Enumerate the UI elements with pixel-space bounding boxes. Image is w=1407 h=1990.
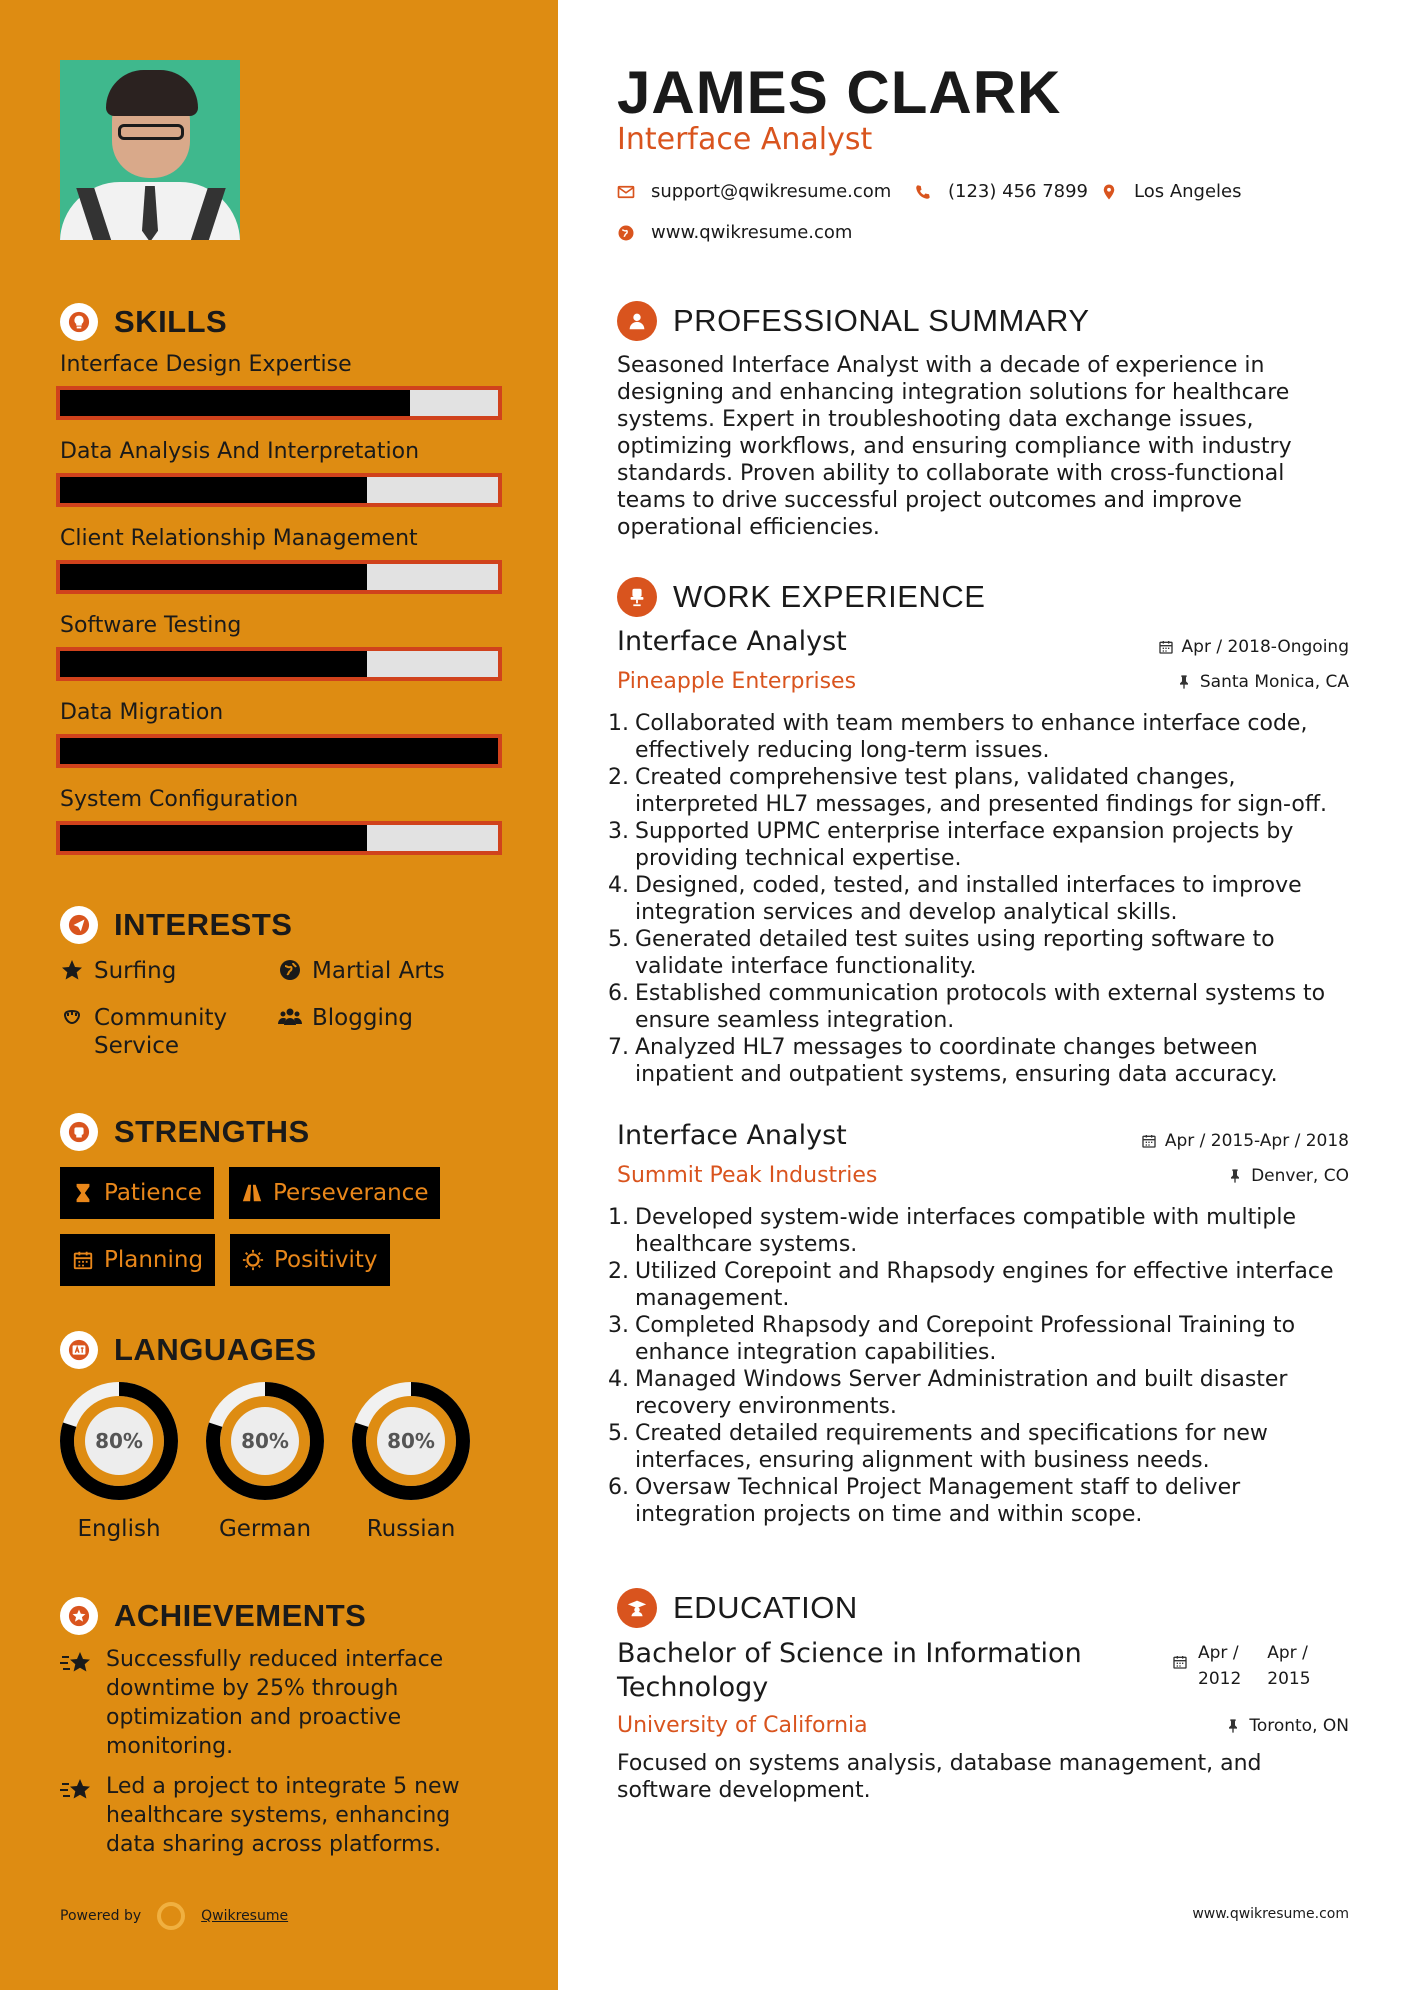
education-end-month: Apr / <box>1267 1643 1308 1663</box>
language-percent: 80% <box>95 1429 143 1453</box>
strengths-title: STRENGTHS <box>114 1114 310 1149</box>
trophy-star-icon <box>60 1649 94 1679</box>
strength-label: Patience <box>104 1180 202 1206</box>
map-pin-icon <box>1100 183 1118 201</box>
education-location-text: Toronto, ON <box>1249 1716 1349 1736</box>
list-item: 6. Oversaw Technical Project Management staff to deliver integration projects on time and within scope. <box>608 1475 1241 1527</box>
interest-item <box>278 957 445 985</box>
list-item: 3. Supported UPMC enterprise interface expansion projects by providing technical expertise. <box>608 819 1294 871</box>
calendar-icon <box>1141 1133 1157 1149</box>
degree-title <box>617 1637 1117 1705</box>
language-ring-english <box>58 1380 180 1502</box>
education-start-month: Apr / <box>1198 1643 1239 1663</box>
email-text: support@qwikresume.com <box>651 181 892 202</box>
list-item: 5. Generated detailed test suites using reporting software to validate interface functionality. <box>608 927 1275 979</box>
road-icon <box>241 1182 263 1204</box>
job-location <box>1227 1166 1349 1186</box>
job-company: Pineapple Enterprises <box>617 669 857 694</box>
summary-text: Seasoned Interface Analyst with a decade of experience in designing and enhancing integration solutions for healthcare systems. Expert in troubleshooting data exchange issues, optimizing workflows, and ensuring compliance with industry standards. Proven ability to collaborate with cross-functional teams to drive successful project outcomes and improve operational efficiencies. <box>617 353 1292 540</box>
skill-bar <box>56 821 502 855</box>
job-dates <box>1141 1131 1349 1151</box>
interest-label: Martial Arts <box>312 958 445 984</box>
education-dates <box>1172 1640 1311 1692</box>
skills-title: SKILLS <box>114 304 228 339</box>
skill-label: Data Analysis And Interpretation <box>60 439 420 464</box>
education-title: EDUCATION <box>673 1590 858 1625</box>
skill-label: Software Testing <box>60 613 242 638</box>
strengths-heading <box>60 1113 310 1151</box>
fist-icon <box>60 1113 98 1151</box>
pushpin-icon <box>1227 1168 1243 1184</box>
achievements-heading <box>60 1597 366 1635</box>
office-chair-icon <box>617 577 657 617</box>
achievement-text: Led a project to integrate 5 new healthcare systems, enhancing data sharing across platforms. <box>106 1774 460 1857</box>
strength-label: Planning <box>104 1247 204 1273</box>
qwikresume-logo-icon <box>157 1902 185 1930</box>
phone-text: (123) 456 7899 <box>948 181 1089 202</box>
list-item: 6. Established communication protocols with external systems to ensure seamless integration. <box>608 981 1326 1033</box>
website-text: www.qwikresume.com <box>651 222 853 243</box>
interests-title: INTERESTS <box>114 907 293 942</box>
job-location <box>1176 672 1349 692</box>
sun-icon <box>242 1249 264 1271</box>
interests-heading <box>60 906 292 944</box>
skill-bar <box>56 473 502 507</box>
language-name: English <box>77 1516 161 1542</box>
skill-label: Interface Design Expertise <box>60 352 352 377</box>
interest-item <box>60 1004 250 1060</box>
education-end-year: 2015 <box>1267 1669 1311 1689</box>
job-bullets <box>607 1204 1347 1528</box>
job-company: Summit Peak Industries <box>617 1163 878 1188</box>
envelope-icon <box>617 183 635 201</box>
summary-heading <box>617 301 1090 341</box>
star-icon <box>60 958 84 982</box>
education-start-year: 2012 <box>1198 1669 1242 1689</box>
powered-by-label: Powered by <box>60 1908 142 1924</box>
globe-icon <box>617 224 635 242</box>
language-name: Russian <box>366 1516 456 1542</box>
skill-bar <box>56 734 502 768</box>
calendar-icon <box>1158 639 1174 655</box>
list-item: 1. Developed system-wide interfaces compatible with multiple healthcare systems. <box>608 1205 1296 1257</box>
strength-badge <box>229 1167 440 1219</box>
calendar-icon <box>72 1249 94 1271</box>
interest-label: Blogging <box>312 1005 414 1031</box>
strength-label: Positivity <box>274 1247 378 1273</box>
strength-badge <box>60 1167 214 1219</box>
star-badge-icon <box>60 1597 98 1635</box>
candidate-title: Interface Analyst <box>617 122 873 157</box>
achievements-title: ACHIEVEMENTS <box>114 1598 367 1633</box>
skill-bar <box>56 647 502 681</box>
paper-plane-icon <box>60 906 98 944</box>
contact-phone[interactable] <box>914 181 1088 202</box>
list-item: 2. Utilized Corepoint and Rhapsody engines for effective interface management. <box>608 1259 1334 1311</box>
school-name: University of California <box>617 1713 868 1738</box>
list-item: 5. Created detailed requirements and specifications for new interfaces, ensuring alignment with business needs. <box>608 1421 1268 1473</box>
list-item: 7. Analyzed HL7 messages to coordinate changes between inpatient and outpatient systems, ensuring data accuracy. <box>608 1035 1278 1087</box>
interest-item <box>60 957 176 985</box>
language-percent: 80% <box>387 1429 435 1453</box>
contact-website[interactable] <box>617 222 852 243</box>
list-item: 1. Collaborated with team members to enhance interface code, effectively reducing long-term issues. <box>608 711 1308 763</box>
interest-label: Surfing <box>94 958 177 984</box>
list-item: 4. Managed Windows Server Administration and built disaster recovery environments. <box>608 1367 1288 1419</box>
list-item: 2. Created comprehensive test plans, validated changes, interpreted HL7 messages, and presented findings for sign-off. <box>608 765 1327 817</box>
skill-label: Data Migration <box>60 700 224 725</box>
languages-title: LANGUAGES <box>114 1332 317 1367</box>
experience-heading <box>617 577 985 617</box>
users-icon <box>278 1005 302 1029</box>
achievement-item <box>60 1645 500 1761</box>
skill-label: System Configuration <box>60 787 299 812</box>
job-bullets <box>607 710 1347 1088</box>
skill-bar <box>56 386 502 420</box>
language-ring-russian <box>350 1380 472 1502</box>
job-location-text: Denver, CO <box>1251 1166 1349 1186</box>
sidebar <box>0 0 558 1990</box>
strength-label: Perseverance <box>273 1180 429 1206</box>
lightbulb-icon <box>60 303 98 341</box>
skill-label: Client Relationship Management <box>60 526 418 551</box>
graduate-icon <box>617 1588 657 1628</box>
footer-url[interactable]: www.qwikresume.com <box>1192 1906 1349 1922</box>
list-item: 4. Designed, coded, tested, and installed interfaces to improve integration services and develop analytical skills. <box>608 873 1302 925</box>
language-percent: 80% <box>241 1429 289 1453</box>
trophy-star-icon <box>60 1776 94 1806</box>
location-text: Los Angeles <box>1134 181 1242 202</box>
interest-label: Community Service <box>94 1005 228 1059</box>
job-dates <box>1158 637 1349 657</box>
calendar-icon <box>1172 1654 1188 1670</box>
strength-badge <box>60 1234 215 1286</box>
achievement-text: Successfully reduced interface downtime by 25% through optimization and proactive monitoring. <box>106 1647 444 1759</box>
profile-photo <box>60 60 240 240</box>
phone-icon <box>914 183 932 201</box>
interest-item <box>278 1004 413 1032</box>
education-description: Focused on systems analysis, database management, and software development. <box>617 1751 1262 1803</box>
language-name: German <box>218 1516 312 1542</box>
achievement-item <box>60 1772 500 1859</box>
contact-location <box>1100 181 1242 202</box>
job-dates-text: Apr / 2015-Apr / 2018 <box>1164 1131 1349 1151</box>
strength-badge <box>230 1234 390 1286</box>
job-title: Interface Analyst <box>617 1120 847 1151</box>
globe-icon <box>278 958 302 982</box>
experience-title: WORK EXPERIENCE <box>673 579 986 614</box>
education-heading <box>617 1588 858 1628</box>
powered-by <box>60 1902 288 1930</box>
education-location <box>1225 1716 1349 1736</box>
language-ring-german <box>204 1380 326 1502</box>
languages-heading <box>60 1331 317 1369</box>
job-title: Interface Analyst <box>617 626 847 657</box>
pushpin-icon <box>1225 1718 1241 1734</box>
summary-title: PROFESSIONAL SUMMARY <box>673 303 1090 338</box>
contact-email[interactable] <box>617 181 891 202</box>
degree-line: Bachelor of Science in Information <box>617 1638 1082 1669</box>
job-dates-text: Apr / 2018-Ongoing <box>1181 637 1349 657</box>
job-location-text: Santa Monica, CA <box>1199 672 1349 692</box>
hand-icon <box>60 1005 84 1029</box>
degree-line: Technology <box>617 1672 769 1703</box>
translate-icon <box>60 1331 98 1369</box>
pushpin-icon <box>1176 674 1192 690</box>
hourglass-icon <box>72 1182 94 1204</box>
skills-heading <box>60 303 227 341</box>
skill-bar <box>56 560 502 594</box>
list-item: 3. Completed Rhapsody and Corepoint Professional Training to enhance integration capabilities. <box>608 1313 1296 1365</box>
qwikresume-link[interactable]: Qwikresume <box>201 1908 289 1924</box>
candidate-name: JAMES CLARK <box>617 59 1062 126</box>
user-icon <box>617 301 657 341</box>
